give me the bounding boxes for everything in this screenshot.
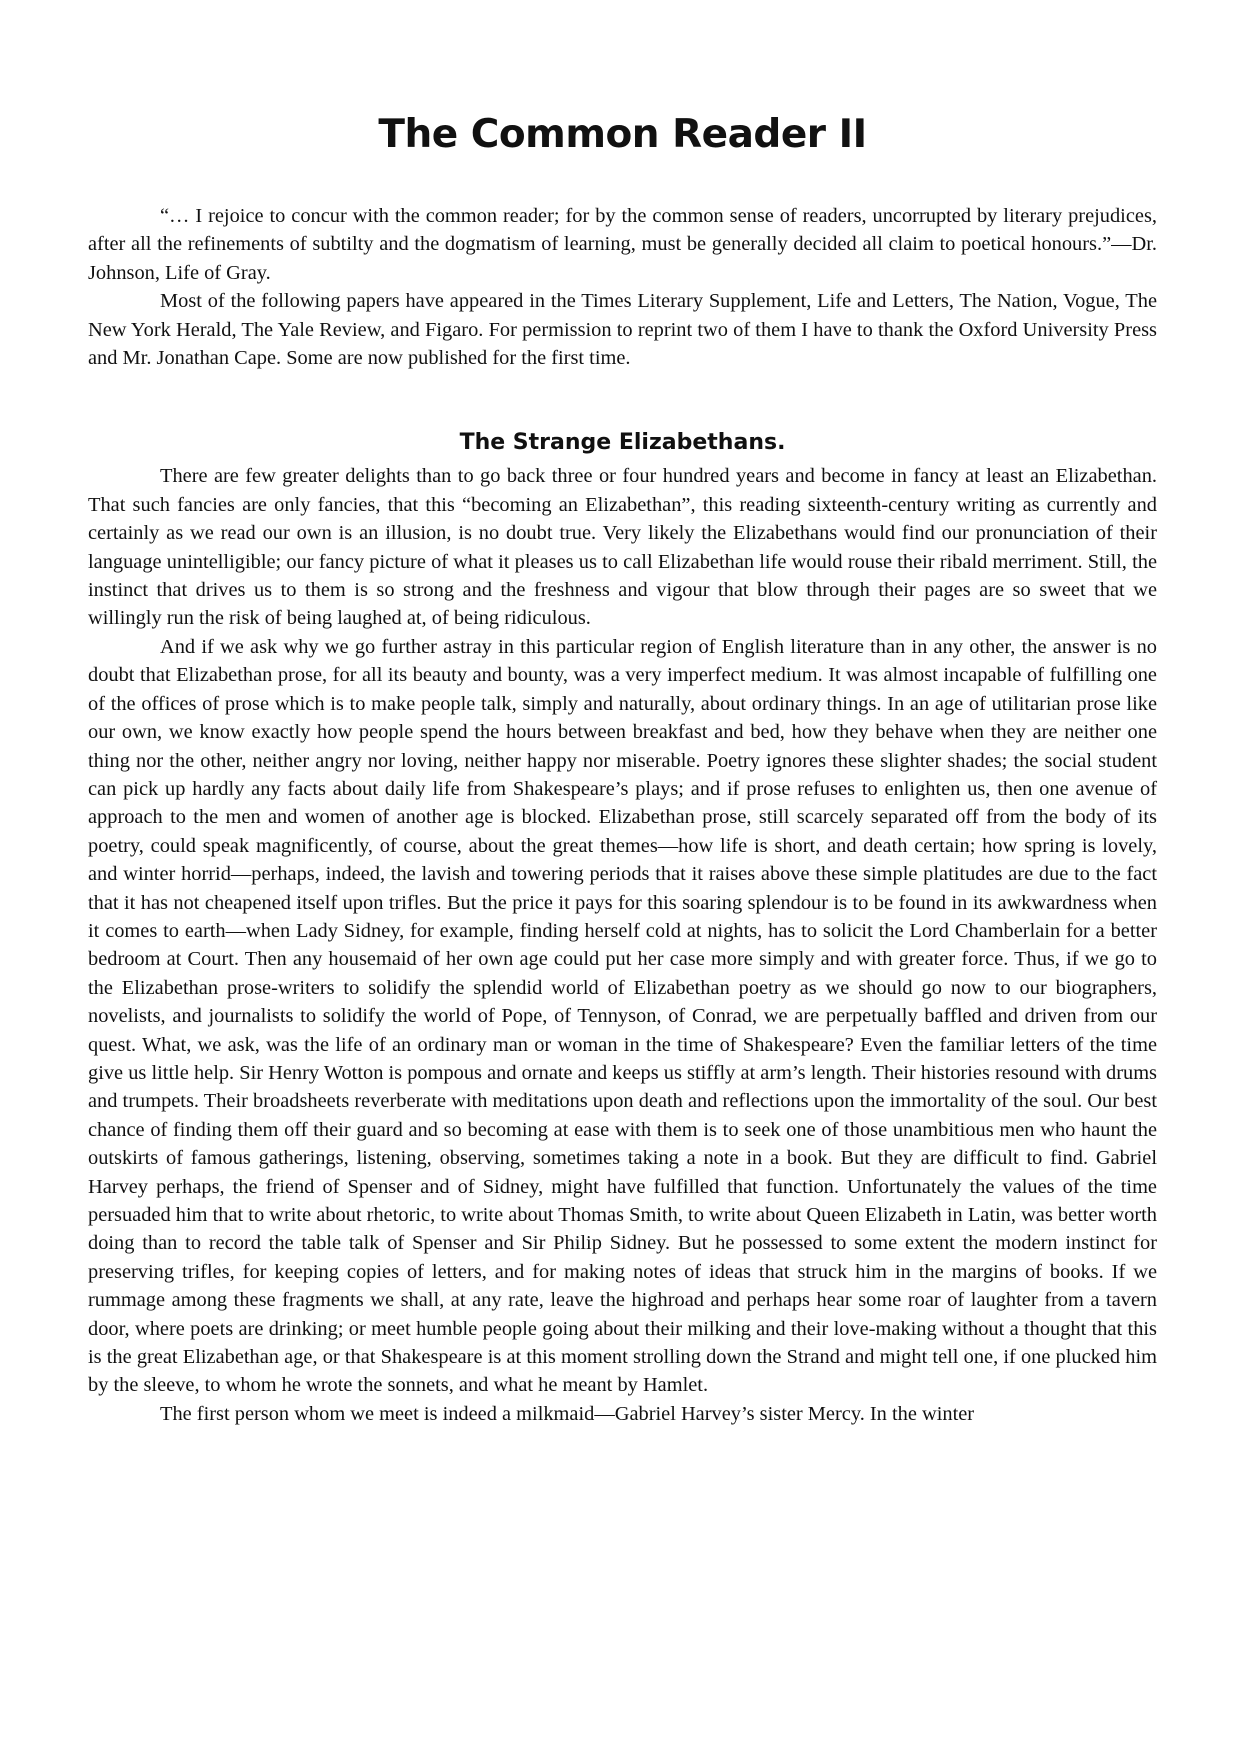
section-heading: The Strange Elizabethans. xyxy=(459,430,786,456)
preface-epigraph: “… I rejoice to concur with the common reader; for by the common sense of readers, uncorrupted by literary prejudices, after all the refinements of subtilty and the dogmatism of learning, must be generally decided all claim to poetical honours.”—Dr. Johnson, Life of Gray. xyxy=(88,205,1157,284)
body-paragraph: There are few greater delights than to go back three or four hundred years and become in fancy at least an Elizabethan. That such fancies are only fancies, that this “becoming an Elizabethan”, this reading sixteenth-century writing as currently and certainly as we read our own is an illusion, is no doubt true. Very likely the Elizabethans would find our pronunciation of their language unintelligible; our fancy picture of what it pleases us to call Elizabethan life would rouse their ribald merriment. Still, the instinct that drives us to them is so strong and the freshness and vigour that blow through their pages are so sweet that we willingly run the risk of being laughed at, of being ridiculous. xyxy=(88,465,1157,630)
document-title: The Common Reader II xyxy=(378,112,867,157)
body-paragraph: And if we ask why we go further astray in this particular region of English literature than in any other, the answer is no doubt that Elizabethan prose, for all its beauty and bounty, was a very imperfect medium. It was almost incapable of fulfilling one of the offices of prose which is to make people talk, simply and naturally, about ordinary things. In an age of utilitarian prose like our own, we know exactly how people spend the hours between breakfast and bed, how they behave when they are neither one thing nor the other, neither angry nor loving, neither happy nor miserable. Poetry ignores these slighter shades; the social student can pick up hardly any facts about daily life from Shakespeare’s plays; and if prose refuses to enlighten us, then one avenue of approach to the men and women of another age is blocked. Elizabethan prose, still scarcely separated off from the body of its poetry, could speak magnificently, of course, about the great themes—how life is short, and death certain; how spring is lovely, and winter horrid—perhaps, indeed, the lavish and towering periods that it raises above these simple platitudes are due to the fact that it has not cheapened itself upon trifles. But the price it pays for this soaring splendour is to be found in its awkwardness when it comes to earth—when Lady Sidney, for example, finding herself cold at nights, has to solicit the Lord Chamberlain for a better bedroom at Court. Then any housemaid of her own age could put her case more simply and with greater force. Thus, if we go to the Elizabethan prose-writers to solidify the splendid world of Elizabethan poetry as we should go now to our biographers, novelists, and journalists to solidify the world of Pope, of Tennyson, of Conrad, we are perpetually baffled and driven from our quest. What, we ask, was the life of an ordinary man or woman in the time of Shakespeare? Even the familiar letters of the time give us little help. Sir Henry Wotton is pompous and ornate and keeps us stiffly at arm’s length. Their histories resound with drums and trumpets. Their broadsheets reverberate with meditations upon death and reflections upon the immortality of the soul. Our best chance of finding them off their guard and so becoming at ease with them is to seek one of those unambitious men who haunt the outskirts of famous gatherings, listening, observing, sometimes taking a note in a book. But they are difficult to find. Gabriel Harvey perhaps, the friend of Spenser and of Sidney, might have fulfilled that function. Unfortunately the values of the time persuaded him that to write about rhetoric, to write about Thomas Smith, to write about Queen Elizabeth in Latin, was better worth doing than to record the table talk of Spenser and Sir Philip Sidney. But he possessed to some extent the modern instinct for preserving trifles, for keeping copies of letters, and for making notes of ideas that struck him in the margins of books. If we rummage among these fragments we shall, at any rate, leave the highroad and perhaps hear some roar of laughter from a tavern door, where poets are drinking; or meet humble people going about their milking and their love-making without a thought that this is the great Elizabethan age, or that Shakespeare is at this moment strolling down the Strand and might tell one, if one plucked him by the sleeve, to whom he wrote the sonnets, and what he meant by Hamlet. xyxy=(88,635,1157,1397)
body-paragraph: The first person whom we meet is indeed a milkmaid—Gabriel Harvey’s sister Mercy. In the winter xyxy=(160,1402,975,1425)
document-page xyxy=(88,110,1157,1428)
preface-acknowledgements: Most of the following papers have appeared in the Times Literary Supplement, Life and Letters, The Nation, Vogue, The New York Herald, The Yale Review, and Figaro. For permission to reprint two of them I have to thank the Oxford University Press and Mr. Jonathan Cape. Some are now published for the first time. xyxy=(88,290,1157,370)
section-body xyxy=(88,462,1157,1428)
preface xyxy=(88,202,1157,372)
